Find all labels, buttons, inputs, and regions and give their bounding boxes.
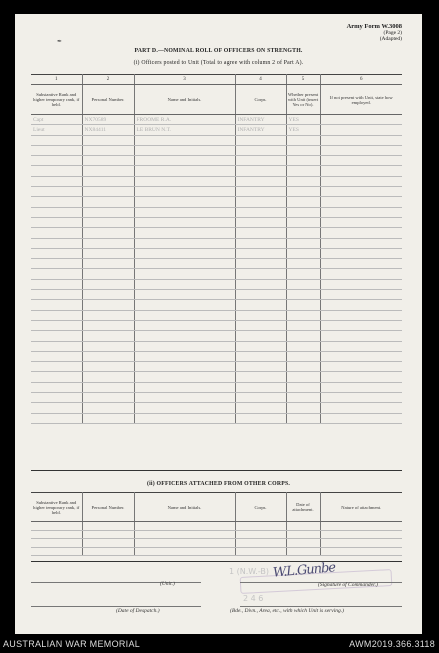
table-cell (286, 269, 320, 279)
signature-caption: (Signature of Commander.) (318, 582, 378, 588)
table-row (31, 393, 402, 403)
table-row (31, 269, 402, 279)
table-cell: INFANTRY (235, 125, 286, 135)
section-divider (31, 470, 402, 471)
table-cell (235, 156, 286, 166)
form-page: (Page 2) (383, 30, 402, 37)
table-cell (235, 217, 286, 227)
credit-accession: AWM2019.366.3118 (349, 639, 435, 649)
table-cell (82, 310, 134, 320)
table-cell: YES (286, 115, 320, 125)
table-cell (286, 413, 320, 423)
table-cell (82, 156, 134, 166)
table-cell (235, 197, 286, 207)
table-cell (235, 259, 286, 269)
column-number: 4 (235, 75, 286, 85)
table-row (31, 145, 402, 155)
table-cell (31, 187, 82, 197)
table-cell: Capt (31, 115, 82, 125)
attached-header-row (31, 493, 402, 522)
table-row (31, 403, 402, 413)
table-cell (235, 539, 286, 548)
table-cell (320, 382, 402, 392)
table-cell: FROOME R.A. (134, 115, 235, 125)
table-cell (235, 166, 286, 176)
table-cell (286, 547, 320, 556)
table-cell (320, 248, 402, 258)
table-cell (320, 522, 402, 531)
table-cell (286, 393, 320, 403)
table-cell (31, 259, 82, 269)
table-cell (235, 393, 286, 403)
table-cell (82, 238, 134, 248)
table-cell (134, 351, 235, 361)
form-sheet (15, 14, 422, 634)
table-cell (320, 403, 402, 413)
table-cell (31, 393, 82, 403)
table-cell (235, 413, 286, 423)
table-cell (134, 372, 235, 382)
table-cell (31, 248, 82, 258)
table-cell (235, 372, 286, 382)
table-cell (286, 300, 320, 310)
table-cell (82, 362, 134, 372)
table-cell (31, 320, 82, 330)
table-cell (134, 228, 235, 238)
table-cell (235, 238, 286, 248)
unit-line (31, 582, 201, 583)
table-cell (31, 310, 82, 320)
table-cell (31, 290, 82, 300)
table-cell (82, 300, 134, 310)
form-adapted: (Adapted) (379, 36, 402, 43)
table-row (31, 539, 402, 548)
table-cell (134, 176, 235, 186)
table-row (31, 351, 402, 361)
table-cell (320, 115, 402, 125)
table-cell (82, 279, 134, 289)
table-cell (286, 522, 320, 531)
table-cell (320, 290, 402, 300)
table-cell (134, 310, 235, 320)
table-cell (134, 238, 235, 248)
table-cell (134, 248, 235, 258)
table-cell (286, 539, 320, 548)
table-cell (31, 351, 82, 361)
table-cell (320, 547, 402, 556)
table-cell (286, 217, 320, 227)
officers-posted-table (31, 74, 402, 424)
table-row (31, 310, 402, 320)
table-cell (320, 259, 402, 269)
table-cell (235, 320, 286, 330)
table-cell (235, 248, 286, 258)
table-cell (286, 351, 320, 361)
table-row (31, 362, 402, 372)
table-cell (286, 331, 320, 341)
date-line (31, 606, 201, 607)
table-cell (235, 351, 286, 361)
table-cell (320, 187, 402, 197)
table-row (31, 320, 402, 330)
table-row (31, 248, 402, 258)
table-cell (134, 259, 235, 269)
table-cell (31, 217, 82, 227)
table-cell (134, 522, 235, 531)
table-cell (235, 362, 286, 372)
table-cell (235, 300, 286, 310)
table-cell (320, 372, 402, 382)
table-cell (31, 372, 82, 382)
table-cell (286, 259, 320, 269)
table-cell (320, 238, 402, 248)
header-corps: Corps. (235, 85, 286, 115)
table-cell (134, 269, 235, 279)
table-cell (134, 166, 235, 176)
table-row (31, 331, 402, 341)
table-cell (82, 259, 134, 269)
table-cell (286, 362, 320, 372)
table-cell (134, 290, 235, 300)
table-cell (82, 341, 134, 351)
pencil-note: 1 (N.W.-B) (229, 567, 270, 576)
table-cell (286, 135, 320, 145)
table-cell (134, 362, 235, 372)
table-cell (82, 176, 134, 186)
header-date-attachment: Date of attachment. (286, 493, 320, 522)
table-cell (286, 145, 320, 155)
header-rank: Substantive Rank and higher temporary rank, if held. (31, 85, 82, 115)
table-cell (320, 166, 402, 176)
table-cell (31, 547, 82, 556)
column-number: 5 (286, 75, 320, 85)
table-cell (286, 238, 320, 248)
table-cell (82, 145, 134, 155)
table-cell (31, 539, 82, 548)
table-cell (134, 331, 235, 341)
table-cell (31, 382, 82, 392)
table-cell (31, 300, 82, 310)
table-row (31, 217, 402, 227)
column-number: 6 (320, 75, 402, 85)
table-cell (82, 530, 134, 539)
table-cell (134, 207, 235, 217)
table-cell (134, 539, 235, 548)
table-cell (134, 530, 235, 539)
bde-line (240, 606, 402, 607)
table-cell (286, 166, 320, 176)
table-cell (320, 362, 402, 372)
table-cell (134, 403, 235, 413)
table-cell (82, 217, 134, 227)
table-cell (31, 530, 82, 539)
table-cell (134, 341, 235, 351)
pencil-note: 2 4 6 (243, 594, 264, 603)
table-cell (320, 269, 402, 279)
table-cell (286, 187, 320, 197)
table-cell (235, 279, 286, 289)
table-row (31, 259, 402, 269)
table-row (31, 238, 402, 248)
table-cell (82, 269, 134, 279)
table-cell (82, 522, 134, 531)
table-cell (82, 382, 134, 392)
table-cell: Lieut (31, 125, 82, 135)
table-row (31, 413, 402, 423)
header-row (31, 85, 402, 115)
header-employment: If not present with Unit, state how employed. (320, 85, 402, 115)
table-cell (134, 382, 235, 392)
header-name: Name and Initials. (134, 493, 235, 522)
table-cell (286, 320, 320, 330)
officers-attached-table (31, 492, 402, 556)
table-cell (235, 522, 286, 531)
table-cell (31, 403, 82, 413)
table-cell (134, 413, 235, 423)
table-row (31, 522, 402, 531)
table-cell (31, 156, 82, 166)
table-cell (82, 320, 134, 330)
table-cell (31, 145, 82, 155)
unit-caption: (Unit.) (160, 581, 175, 587)
table-cell (31, 135, 82, 145)
table-cell (320, 300, 402, 310)
table-cell (320, 145, 402, 155)
table-cell (82, 547, 134, 556)
table-cell (31, 522, 82, 531)
table-cell (286, 207, 320, 217)
bde-caption: (Bde., Divn., Area, etc., with which Unit is serving.) (230, 608, 344, 614)
table-cell (320, 279, 402, 289)
commander-signature: W.L.Gunbe (272, 560, 336, 581)
column-number: 2 (82, 75, 134, 85)
table-cell (134, 300, 235, 310)
column-number: 1 (31, 75, 82, 85)
table-cell (286, 197, 320, 207)
table-cell (82, 207, 134, 217)
table-cell (31, 166, 82, 176)
header-nature-attachment: Nature of attachment. (320, 493, 402, 522)
table-cell (235, 290, 286, 300)
table-cell (134, 135, 235, 145)
table-cell (31, 362, 82, 372)
table-cell (320, 413, 402, 423)
table-cell (286, 156, 320, 166)
table-cell (235, 228, 286, 238)
table-cell (134, 393, 235, 403)
table-row (31, 207, 402, 217)
table-row (31, 372, 402, 382)
header-personal-number: Personal Number. (82, 493, 134, 522)
table-cell (320, 228, 402, 238)
table-cell (31, 207, 82, 217)
table-cell (31, 197, 82, 207)
table-cell (82, 372, 134, 382)
table-row (31, 530, 402, 539)
table-row (31, 547, 402, 556)
table-cell (31, 269, 82, 279)
table-cell (31, 176, 82, 186)
table-cell: NX84411 (82, 125, 134, 135)
header-corps: Corps. (235, 493, 286, 522)
table-cell (134, 187, 235, 197)
table-row (31, 187, 402, 197)
table-cell (82, 187, 134, 197)
table-cell (134, 217, 235, 227)
table-cell (286, 382, 320, 392)
table-row (31, 228, 402, 238)
table-cell (134, 197, 235, 207)
signature-block-divider (31, 561, 402, 562)
column-number-row (31, 75, 402, 85)
table-row (31, 341, 402, 351)
table-cell (235, 547, 286, 556)
table-cell (134, 145, 235, 155)
table-cell (31, 279, 82, 289)
header-personal-number: Personal Number. (82, 85, 134, 115)
part-title: PART D.—NOMINAL ROLL OF OFFICERS ON STRENGTH. (134, 48, 303, 54)
header-name: Name and Initials. (134, 85, 235, 115)
table-cell (320, 217, 402, 227)
table-cell (286, 248, 320, 258)
table-cell (134, 279, 235, 289)
table-cell (286, 228, 320, 238)
table-cell (82, 248, 134, 258)
table-row (31, 176, 402, 186)
table-cell (82, 197, 134, 207)
table-cell (31, 238, 82, 248)
table-cell (235, 176, 286, 186)
table-cell (320, 135, 402, 145)
header-rank: Substantive Rank and higher temporary rank, if held. (31, 493, 82, 522)
table-cell (286, 310, 320, 320)
table-cell (286, 176, 320, 186)
form-number: Army Form W.3008 (346, 23, 402, 30)
table-cell (82, 135, 134, 145)
table-cell (82, 393, 134, 403)
form-identifier (322, 24, 402, 43)
table-row (31, 125, 402, 135)
table-row (31, 197, 402, 207)
table-row (31, 166, 402, 176)
table-cell (320, 207, 402, 217)
table-cell (235, 403, 286, 413)
table-cell (31, 413, 82, 423)
table-cell (320, 539, 402, 548)
table-cell (286, 372, 320, 382)
table-cell: NX70589 (82, 115, 134, 125)
table-row (31, 279, 402, 289)
table-cell (235, 207, 286, 217)
table-cell (235, 310, 286, 320)
section1-title: (i) Officers posted to Unit (Total to agree with column 2 of Part A). (133, 60, 304, 66)
pin-mark: ✒ (57, 39, 63, 45)
table-cell (286, 341, 320, 351)
table-cell (320, 393, 402, 403)
table-cell (235, 145, 286, 155)
table-cell (320, 530, 402, 539)
table-cell (286, 279, 320, 289)
table-cell: LE BRUN N.T. (134, 125, 235, 135)
table-cell: YES (286, 125, 320, 135)
table-cell (320, 341, 402, 351)
table-cell (134, 156, 235, 166)
table-row (31, 115, 402, 125)
table-cell (31, 331, 82, 341)
table-row (31, 135, 402, 145)
table-cell (286, 530, 320, 539)
table-cell (235, 135, 286, 145)
table-cell (82, 351, 134, 361)
table-cell (235, 331, 286, 341)
table-cell (31, 341, 82, 351)
table-cell (82, 228, 134, 238)
table-cell (235, 530, 286, 539)
date-caption: (Date of Despatch.) (116, 608, 160, 614)
table-cell (320, 197, 402, 207)
table-cell (286, 403, 320, 413)
table-cell (235, 341, 286, 351)
header-present: Whether present with Unit (insert Yes or No). (286, 85, 320, 115)
table-cell (320, 125, 402, 135)
credit-institution: AUSTRALIAN WAR MEMORIAL (3, 639, 141, 649)
table-cell (82, 413, 134, 423)
table-cell (82, 403, 134, 413)
table-cell (320, 310, 402, 320)
table-cell (82, 539, 134, 548)
table-cell (286, 290, 320, 300)
table-row (31, 382, 402, 392)
table-cell (320, 331, 402, 341)
table-cell (320, 351, 402, 361)
table-cell (235, 382, 286, 392)
section2-title: (ii) OFFICERS ATTACHED FROM OTHER CORPS. (146, 481, 291, 487)
table-cell (320, 156, 402, 166)
column-number: 3 (134, 75, 235, 85)
table-cell (235, 269, 286, 279)
table-cell (320, 176, 402, 186)
table-row (31, 290, 402, 300)
table-row (31, 156, 402, 166)
table-row (31, 300, 402, 310)
table-cell (82, 290, 134, 300)
table-cell (320, 320, 402, 330)
table-cell (134, 547, 235, 556)
table-cell: INFANTRY (235, 115, 286, 125)
table-cell (134, 320, 235, 330)
table-cell (235, 187, 286, 197)
table-cell (31, 228, 82, 238)
table-cell (82, 331, 134, 341)
table-cell (82, 166, 134, 176)
